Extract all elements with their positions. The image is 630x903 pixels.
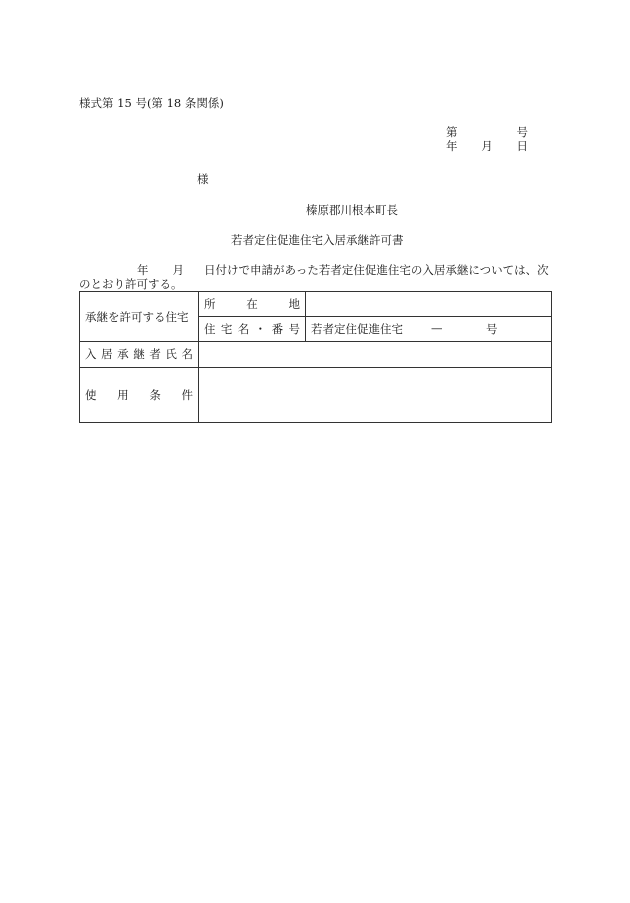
housing-name-value-cell[interactable]	[306, 317, 552, 342]
date-line	[446, 139, 528, 153]
location-label: 所 在 地	[204, 297, 300, 312]
document-number-line	[446, 125, 528, 139]
table-row	[80, 367, 552, 422]
body-year: 年	[137, 263, 149, 277]
housing-name-text: 若者定住促進住宅	[311, 322, 403, 337]
housing-name-value	[311, 321, 546, 337]
document-title: 若者定住促進住宅入居承継許可書	[231, 233, 404, 247]
housing-name-label-cell	[199, 317, 306, 342]
addressee-suffix: 様	[197, 172, 209, 186]
permit-table	[79, 291, 552, 423]
gou-label: 号	[516, 125, 528, 139]
conditions-label-cell	[80, 367, 199, 422]
housing-label: 承継を許可する住宅	[85, 309, 189, 324]
table-row	[80, 342, 552, 367]
form-number: 様式第 15 号(第 18 条関係)	[79, 96, 224, 110]
month-label: 月	[481, 139, 493, 153]
body-month: 月	[172, 263, 184, 277]
body-line-2: のとおり許可する。	[79, 277, 183, 291]
housing-gou: 号	[486, 322, 498, 337]
housing-label-cell	[80, 292, 199, 342]
day-label: 日	[516, 139, 528, 153]
housing-dash: —	[431, 321, 443, 336]
dai-label: 第	[446, 125, 458, 139]
conditions-value-cell[interactable]	[199, 367, 552, 422]
body-line-1-rest: 日付けで申請があった若者定住促進住宅の入居承継については、次	[204, 263, 549, 277]
successor-value-cell[interactable]	[199, 342, 552, 367]
location-value-cell[interactable]	[306, 292, 552, 317]
body-text	[79, 263, 555, 291]
issuer-name: 榛原郡川根本町長	[306, 203, 398, 217]
conditions-label: 使 用 条 件	[85, 387, 193, 402]
housing-name-label: 住 宅 名 ・ 番 号	[204, 322, 300, 337]
table-row	[80, 292, 552, 317]
successor-label-cell	[80, 342, 199, 367]
year-label: 年	[446, 139, 458, 153]
location-label-cell	[199, 292, 306, 317]
body-line-1	[79, 263, 555, 277]
successor-label: 入 居 承 継 者 氏 名	[85, 347, 193, 362]
document-number-block	[446, 125, 528, 153]
